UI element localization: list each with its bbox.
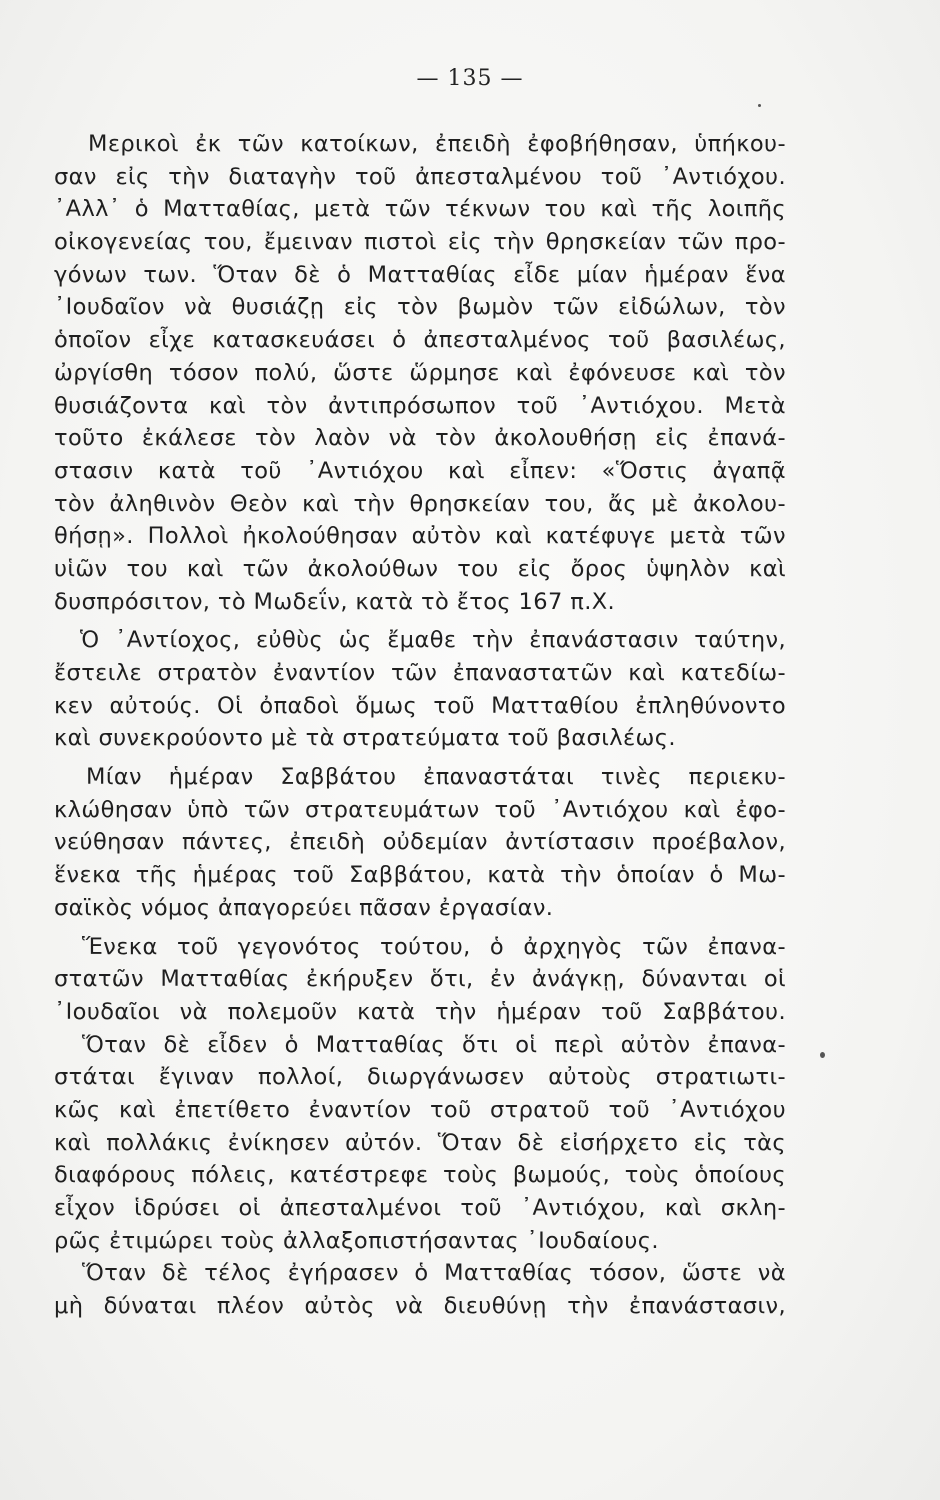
text-line: κῶς καὶ ἐπετίθετο ἐναντίον τοῦ στρατοῦ τοῦ ᾽Αντιόχου [54, 1096, 786, 1123]
paragraph [54, 1029, 786, 1258]
text-line: κλώθησαν ὑπὸ τῶν στρατευμάτων τοῦ ᾽Αντιόχου καὶ ἐφο- [54, 796, 786, 823]
text-line: ἔστειλε στρατὸν ἐναντίον τῶν ἐπαναστατῶν καὶ κατεδίω- [54, 660, 786, 686]
page-number: — 135 — [416, 66, 524, 91]
paragraph [54, 128, 786, 618]
text-line: διαφόρους πόλεις, κατέστρεφε τοὺς βωμούς, τοὺς ὁποίους [54, 1162, 786, 1189]
paragraph [54, 1257, 786, 1322]
text-line: γόνων των. Ὅταν δὲ ὁ Ματταθίας εἶδε μίαν ἡμέραν ἕνα [54, 261, 786, 288]
text-line: ᾽Ιουδαῖον νὰ θυσιάζῃ εἰς τὸν βωμὸν τῶν εἰδώλων, τὸν [54, 294, 786, 321]
text-line: ἕνεκα τῆς ἡμέρας τοῦ Σαββάτου, κατὰ τὴν ὁποίαν ὁ Μω- [54, 862, 786, 889]
text-line: Ὅταν δὲ εἶδεν ὁ Ματταθίας ὅτι οἱ περὶ αὐτὸν ἐπανα- [82, 1031, 786, 1058]
text-line: καὶ συνεκρούοντο μὲ τὰ στρατεύματα τοῦ βασιλέως. [54, 725, 676, 752]
text-line: ὁποῖον εἶχε κατασκευάσει ὁ ἀπεσταλμένος τοῦ βασιλέως, [54, 327, 786, 354]
text-line: ρῶς ἐτιμώρει τοὺς ἀλλαξοπιστήσαντας ᾽Ιουδαίους. [54, 1227, 659, 1254]
ink-speck [820, 1052, 825, 1058]
text-line: κεν αὐτούς. Οἱ ὀπαδοὶ ὅμως τοῦ Ματταθίου ἐπληθύνοντο [54, 692, 786, 719]
text-line: στάται ἔγιναν πολλοί, διωργάνωσεν αὐτοὺς στρατιωτι- [54, 1064, 786, 1091]
text-line: μὴ δύναται πλέον αὐτὸς νὰ διευθύνῃ τὴν ἐπανάστασιν, [54, 1293, 786, 1320]
text-line: τοῦτο ἐκάλεσε τὸν λαὸν νὰ τὸν ἀκολουθήσῃ εἰς ἐπανά- [54, 425, 786, 452]
text-line: δυσπρόσιτον, τὸ Μωδεΐν, κατὰ τὸ ἔτος 167 π.Χ. [54, 588, 616, 615]
text-line: ᾽Ιουδαῖοι νὰ πολεμοῦν κατὰ τὴν ἡμέραν τοῦ Σαββάτου. [54, 998, 786, 1025]
text-line: Ἕνεκα τοῦ γεγονότος τούτου, ὁ ἀρχηγὸς τῶν ἐπανα- [82, 933, 786, 960]
text-line: Μερικοὶ ἐκ τῶν κατοίκων, ἐπειδὴ ἐφοβήθησαν, ὑπήκου- [88, 131, 786, 157]
ink-speck [758, 104, 761, 107]
text-line: υἱῶν του καὶ τῶν ἀκολούθων του εἰς ὄρος ὑψηλὸν καὶ [54, 555, 786, 582]
paragraph [54, 931, 786, 1029]
text-line: θυσιάζοντα καὶ τὸν ἀντιπρόσωπον τοῦ ᾽Αντιόχου. Μετὰ [54, 392, 786, 419]
text-line: τὸν ἀληθινὸν Θεὸν καὶ τὴν θρησκείαν του, ἄς μὲ ἀκολου- [54, 490, 786, 517]
text-line: στατῶν Ματταθίας ἐκήρυξεν ὅτι, ἐν ἀνάγκῃ, δύνανται οἱ [54, 966, 786, 993]
text-line: οἰκογενείας του, ἔμειναν πιστοὶ εἰς τὴν θρησκείαν τῶν προ- [54, 229, 786, 256]
text-line: θήσῃ». Πολλοὶ ἠκολούθησαν αὐτὸν καὶ κατέφυγε μετὰ τῶν [54, 523, 786, 550]
paragraph [54, 624, 786, 755]
text-line: στασιν κατὰ τοῦ ᾽Αντιόχου καὶ εἶπεν: «Ὅστις ἀγαπᾷ [54, 457, 786, 484]
text-line: νεύθησαν πάντες, ἐπειδὴ οὐδεμίαν ἀντίστασιν προέβαλον, [54, 829, 786, 856]
body-text [54, 128, 786, 1323]
paragraph [54, 761, 786, 924]
text-line: καὶ πολλάκις ἐνίκησεν αὐτόν. Ὅταν δὲ εἰσήρχετο εἰς τὰς [54, 1129, 786, 1156]
text-line: Ὅταν δὲ τέλος ἐγήρασεν ὁ Ματταθίας τόσον, ὥστε νὰ [82, 1260, 786, 1287]
text-line: ὠργίσθη τόσον πολύ, ὥστε ὥρμησε καὶ ἐφόνευσε καὶ τὸν [54, 359, 786, 386]
text-line: σαϊκὸς νόμος ἀπαγορεύει πᾶσαν ἐργασίαν. [54, 894, 554, 921]
text-line: εἶχον ἱδρύσει οἱ ἀπεσταλμένοι τοῦ ᾽Αντιόχου, καὶ σκλη- [54, 1195, 786, 1221]
text-line: Μίαν ἡμέραν Σαββάτου ἐπαναστάται τινὲς περιεκυ- [86, 764, 786, 791]
text-line: σαν εἰς τὴν διαταγὴν τοῦ ἀπεσταλμένου τοῦ ᾽Αντιόχου. [54, 163, 786, 190]
text-line: ᾽Αλλ᾽ ὁ Ματταθίας, μετὰ τῶν τέκνων του καὶ τῆς λοιπῆς [54, 196, 786, 223]
text-line: Ὁ ᾽Αντίοχος, εὐθὺς ὡς ἔμαθε τὴν ἐπανάστασιν ταύτην, [80, 627, 786, 654]
